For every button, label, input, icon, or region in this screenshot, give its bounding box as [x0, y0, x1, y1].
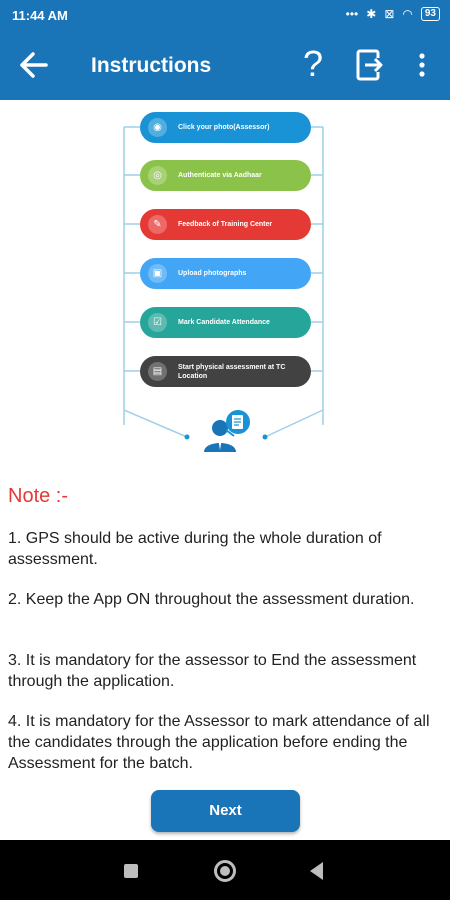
assessor-icon — [198, 408, 258, 458]
feedback-icon: ✎ — [148, 215, 167, 234]
help-button[interactable] — [296, 42, 330, 86]
note-item-end-assessment: 3. It is mandatory for the assessor to End the assessment through the application. — [8, 652, 417, 690]
flow-step-feedback — [140, 209, 311, 240]
flow-step-label: Click your photo(Assessor) — [178, 124, 270, 131]
flow-step-label: Mark Candidate Attendance — [178, 319, 270, 326]
clipboard-icon: ▤ — [148, 362, 167, 381]
flow-step-label: Upload photographs — [178, 270, 247, 277]
fingerprint-icon: ◎ — [148, 166, 167, 185]
back-button[interactable] — [18, 50, 52, 80]
process-flow-diagram — [0, 100, 450, 455]
arrow-left-icon — [18, 50, 52, 80]
bluetooth-icon: ✱ — [366, 7, 377, 21]
status-bar — [0, 0, 450, 30]
note-item-mark-attendance: 4. It is mandatory for the Assessor to mark attendance of all the candidates through the application before ending the Assessment for the batch. — [8, 713, 430, 772]
flow-step-label: Authenticate via Aadhaar — [178, 172, 262, 179]
recent-apps-button[interactable] — [124, 864, 138, 878]
flow-step-attendance — [140, 307, 311, 338]
system-back-button[interactable] — [310, 862, 323, 880]
flow-step-authenticate — [140, 160, 311, 191]
flow-step-label: Feedback of Training Center — [178, 221, 273, 228]
more-vertical-icon — [412, 50, 432, 80]
flow-step-upload — [140, 258, 311, 289]
flow-step-physical-assessment — [140, 356, 311, 387]
battery-icon — [421, 7, 440, 21]
page-title: Instructions — [91, 54, 212, 77]
app-bar — [0, 30, 450, 100]
next-button[interactable]: Next — [151, 790, 300, 832]
camera-icon: ◉ — [148, 118, 167, 137]
help-icon: ? — [302, 43, 324, 84]
flow-step-label: Start physical assessment at TC Location — [178, 363, 286, 380]
note-item-keep-app-on: 2. Keep the App ON throughout the assessment duration. — [8, 591, 415, 608]
logout-icon — [355, 48, 385, 82]
home-button[interactable] — [214, 860, 236, 882]
logout-button[interactable] — [355, 48, 385, 82]
system-nav-bar — [0, 840, 450, 900]
image-icon: ▣ — [148, 264, 167, 283]
wifi-icon: ◠ — [402, 7, 413, 21]
flow-step-click-photo — [140, 112, 311, 143]
status-time: 11:44 AM — [12, 8, 68, 23]
status-icons — [346, 7, 440, 21]
note-title: Note :- — [8, 485, 69, 507]
note-item-gps: 1. GPS should be active during the whole duration of assessment. — [8, 530, 382, 568]
more-options-button[interactable] — [412, 50, 432, 80]
notification-dots-icon: ••• — [345, 7, 359, 21]
battery-level: 93 — [424, 8, 436, 19]
attendance-icon: ☑ — [148, 313, 167, 332]
signal-off-icon: ⊠ — [384, 7, 395, 21]
